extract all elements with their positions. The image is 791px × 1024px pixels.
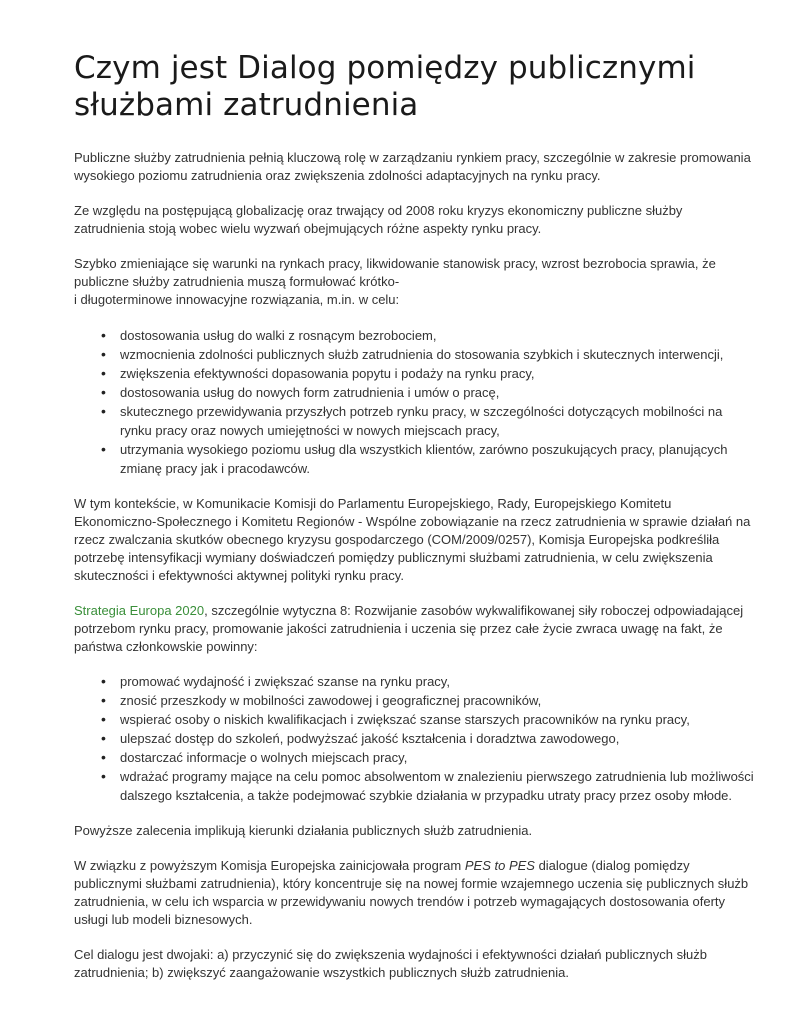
pes-program-paragraph: [74, 857, 754, 929]
labour-market-paragraph-line1: Szybko zmieniające się warunki na rynkach pracy, likwidowanie stanowisk pracy, wzrost bezrobocia sprawia, że publiczne służby zatrudnienia muszą formułować krótko-: [74, 256, 716, 289]
strategy-paragraph: [74, 602, 754, 656]
recommendations-paragraph: Powyższe zalecenia implikują kierunki działania publicznych służb zatrudnienia.: [74, 823, 533, 838]
strategy-paragraph-text: , szczególnie wytyczna 8: Rozwijanie zasobów wykwalifikowanej siły roboczej odpowiadającej potrzebom rynku pracy, promowanie jakości zatrudnienia i uczenia się przez całe życie zwraca uwagę na fakt, że państwa członkowskie powinny:: [74, 603, 744, 654]
pes-program-text-start: W związku z powyższym Komisja Europejska zainicjowała program: [74, 858, 465, 873]
list-item: • utrzymania wysokiego poziomu usług dla wszystkich klientów, zarówno poszukujących pracy, planujących zmianę pracy jak i pracodawców.: [74, 440, 754, 478]
globalization-paragraph: Ze względu na postępującą globalizację oraz trwający od 2008 roku kryzys ekonomiczny publiczne służby zatrudnienia stoją wobec wielu wyzwań obejmujących różne aspekty rynku pracy.: [74, 203, 683, 236]
strategy-europe-2020-link[interactable]: Strategia Europa 2020: [74, 603, 205, 618]
list-item: • znosić przeszkody w mobilności zawodowej i geograficznej pracowników,: [74, 691, 754, 710]
pes-program-name: PES to PES: [464, 858, 535, 873]
list-item: • dostosowania usług do nowych form zatrudnienia i umów o pracę,: [74, 383, 754, 402]
list-item: • wspierać osoby o niskich kwalifikacjach i zwiększać szanse starszych pracowników na rynku pracy,: [74, 710, 754, 729]
goals-list: [74, 326, 754, 478]
list-item: • wzmocnienia zdolności publicznych służb zatrudnienia do stosowania szybkich i skutecznych interwencji,: [74, 345, 754, 364]
list-item: • ulepszać dostęp do szkoleń, podwyższać jakość kształcenia i doradztwa zawodowego,: [74, 729, 754, 748]
dialogue-goal-paragraph: Cel dialogu jest dwojaki: a) przyczynić się do zwiększenia wydajności i efektywności działań publicznych służb zatrudnienia; b) zwiększyć zaangażowanie wszystkich publicznych służb zatrudnienia.: [74, 947, 707, 980]
intro-paragraph: Publiczne służby zatrudnienia pełnią kluczową rolę w zarządzaniu rynkiem pracy, szczególnie w zakresie promowania wysokiego poziomu zatrudnienia oraz zwiększenia zdolności adaptacyjnych na rynku pracy.: [74, 150, 751, 183]
list-item: • promować wydajność i zwiększać szanse na rynku pracy,: [74, 672, 754, 691]
labour-market-paragraph-line2: i długoterminowe innowacyjne rozwiązania, m.in. w celu:: [74, 292, 400, 307]
pes-program-text-end: dialogue (dialog pomiędzy publicznymi służbami zatrudnienia), który koncentruje się na nowej formie wzajemnego uczenia się publicznych służb zatrudnienia, w celu ich wsparcia w przewidywaniu nowych trendów i potrzeb wymagających dostosowania oferty usługi lub modeli biznesowych.: [74, 858, 749, 927]
article: [74, 50, 754, 982]
page-title: Czym jest Dialog pomiędzy publicznymi służbami zatrudnienia: [74, 50, 696, 123]
list-item: • dostosowania usług do walki z rosnącym bezrobociem,: [74, 326, 754, 345]
list-item: • wdrażać programy mające na celu pomoc absolwentom w znalezieniu pierwszego zatrudnienia lub możliwości dalszego kształcenia, a także podejmować szybkie działania w przypadku utraty pracy przez osoby młode.: [74, 767, 754, 805]
commission-paragraph: W tym kontekście, w Komunikacie Komisji do Parlamentu Europejskiego, Rady, Europejskiego Komitetu Ekonomiczno-Społecznego i Komitetu Regionów - Wspólne zobowiązanie na rzecz zatrudnienia w sprawie działań na rzecz zwalczania skutków obecnego kryzysu gospodarczego (COM/2009/0257), Komisja Europejska podkreśliła potrzebę intensyfikacji wymiany doświadczeń pomiędzy publicznymi służbami zatrudnienia, w celu zwiększenia skuteczności i efektywności aktywnej polityki rynku pracy.: [74, 496, 751, 583]
list-item: • dostarczać informacje o wolnych miejscach pracy,: [74, 748, 754, 767]
member-states-list: [74, 672, 754, 805]
list-item: • zwiększenia efektywności dopasowania popytu i podaży na rynku pracy,: [74, 364, 754, 383]
list-item: • skutecznego przewidywania przyszłych potrzeb rynku pracy, w szczególności dotyczących mobilności na rynku pracy oraz nowych umiejętności w nowych miejscach pracy,: [74, 402, 754, 440]
labour-market-paragraph: [74, 255, 754, 309]
